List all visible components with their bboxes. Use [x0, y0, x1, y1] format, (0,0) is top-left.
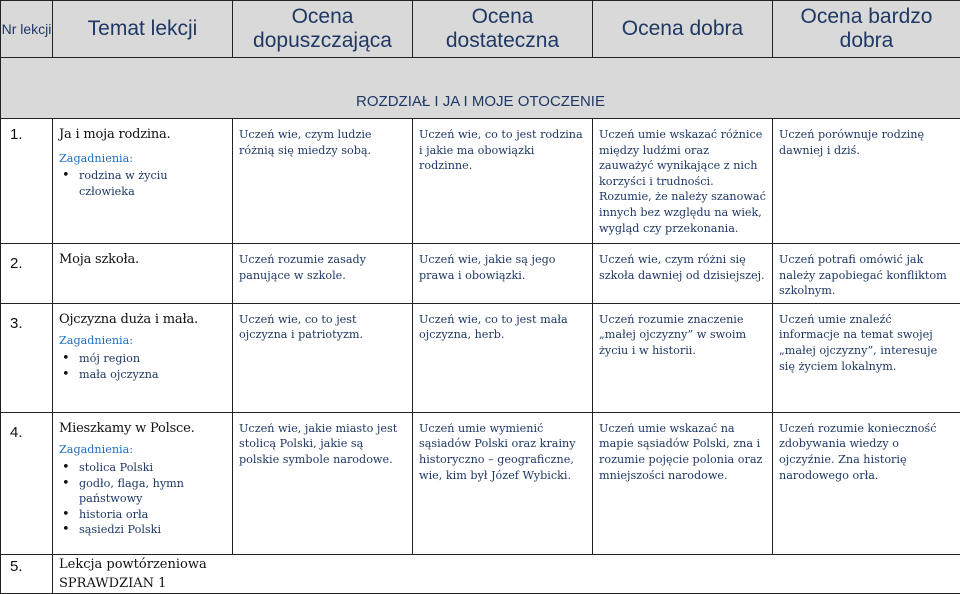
lesson-title: Moja szkoła. — [59, 252, 139, 267]
grade-5-cell: Uczeń umie znaleźć informacje na temat swojej „małej ojczyzny”, interesuje się życiem lokalnym. — [773, 303, 960, 412]
lesson-number: 2. — [1, 244, 53, 304]
lesson-topic-cell — [53, 119, 233, 244]
issues-label: Zagadnienia: — [59, 334, 134, 348]
grade-5-cell: Uczeń porównuje rodzinę dawniej i dziś. — [773, 119, 960, 244]
table-row — [1, 244, 960, 304]
grade-3-cell: Uczeń wie, co to jest rodzina i jakie ma obowiązki rodzinne. — [413, 119, 593, 244]
list-item: • sąsiedzi Polski — [79, 522, 226, 538]
lesson-topic-cell — [53, 412, 233, 554]
lesson-number: 4. — [1, 412, 53, 554]
grade-2-cell: Uczeń rozumie zasady panujące w szkole. — [233, 244, 413, 304]
header-grade-4: Ocena dobra — [593, 1, 773, 58]
lesson-number: 5. — [1, 554, 53, 593]
grade-4-cell: Uczeń umie wskazać różnice między ludźmi oraz zauważyć wynikające z nich korzyści i trudności. Rozumie, że należy szanować innych bez względu na wiek, wygląd czy przekonania. — [593, 119, 773, 244]
issues-label: Zagadnienia: — [59, 151, 134, 165]
list-item: • godło, flaga, hymn państwowy — [79, 476, 226, 507]
test-label: SPRAWDZIAN 1 — [59, 575, 167, 591]
lesson-number: 3. — [1, 303, 53, 412]
table-row — [1, 412, 960, 554]
grade-5-cell: Uczeń rozumie konieczność zdobywania wiedzy o ojczyźnie. Zna historię narodowego orła. — [773, 412, 960, 554]
list-item: • historia orła — [79, 507, 226, 523]
chapter-row — [1, 58, 960, 119]
grade-3-cell: Uczeń wie, co to jest mała ojczyzna, herb. — [413, 303, 593, 412]
lesson-topic-cell — [53, 303, 233, 412]
lesson-title: Mieszkamy w Polsce. — [59, 420, 195, 436]
table-row — [1, 303, 960, 412]
grade-3-cell: Uczeń wie, jakie są jego prawa i obowiązki. — [413, 244, 593, 304]
lesson-number: 1. — [1, 119, 53, 244]
grade-2-cell: Uczeń wie, co to jest ojczyzna i patriotyzm. — [233, 303, 413, 412]
issues-list — [59, 460, 226, 538]
grade-4-cell: Uczeń rozumie znaczenie „małej ojczyzny” w swoim życiu i w historii. — [593, 303, 773, 412]
issues-list — [59, 168, 226, 199]
lesson-title: Lekcja powtórzeniowa — [59, 556, 207, 572]
chapter-title: ROZDZIAŁ I JA I MOJE OTOCZENIE — [1, 58, 960, 119]
header-row — [1, 1, 960, 58]
grade-3-cell: Uczeń umie wymienić sąsiadów Polski oraz krainy historyczno – geograficzne, wie, kim był Józef Wybicki. — [413, 412, 593, 554]
grade-4-cell: Uczeń umie wskazać na mapie sąsiadów Polski, zna i rozumie pojęcie polonia oraz mniejszości narodowe. — [593, 412, 773, 554]
list-item: • stolica Polski — [79, 460, 226, 476]
list-item: • mój region — [79, 351, 226, 367]
lesson-title: Ojczyzna duża i mała. — [59, 311, 198, 327]
header-topic: Temat lekcji — [53, 1, 233, 58]
issues-label: Zagadnienia: — [59, 443, 134, 457]
grade-5-cell: Uczeń potrafi omówić jak należy zapobiegać konfliktom szkolnym. — [773, 244, 960, 304]
table-row — [1, 119, 960, 244]
header-grade-3: Ocena dostateczna — [413, 1, 593, 58]
header-nr: Nr lekcji — [1, 1, 53, 58]
lesson-title: Ja i moja rodzina. — [59, 127, 171, 142]
lesson-topic-cell — [53, 554, 960, 593]
grade-2-cell: Uczeń wie, czym ludzie różnią się miedzy sobą. — [233, 119, 413, 244]
list-item: • mała ojczyzna — [79, 367, 226, 383]
header-grade-5: Ocena bardzo dobra — [773, 1, 960, 58]
issues-list — [59, 351, 226, 382]
grade-2-cell: Uczeń wie, jakie miasto jest stolicą Polski, jakie są polskie symbole narodowe. — [233, 412, 413, 554]
list-item: • rodzina w życiu człowieka — [79, 168, 226, 199]
header-grade-2: Ocena dopuszczająca — [233, 1, 413, 58]
grade-4-cell: Uczeń wie, czym różni się szkoła dawniej od dzisiejszej. — [593, 244, 773, 304]
lesson-topic-cell — [53, 244, 233, 304]
table-row — [1, 554, 960, 593]
